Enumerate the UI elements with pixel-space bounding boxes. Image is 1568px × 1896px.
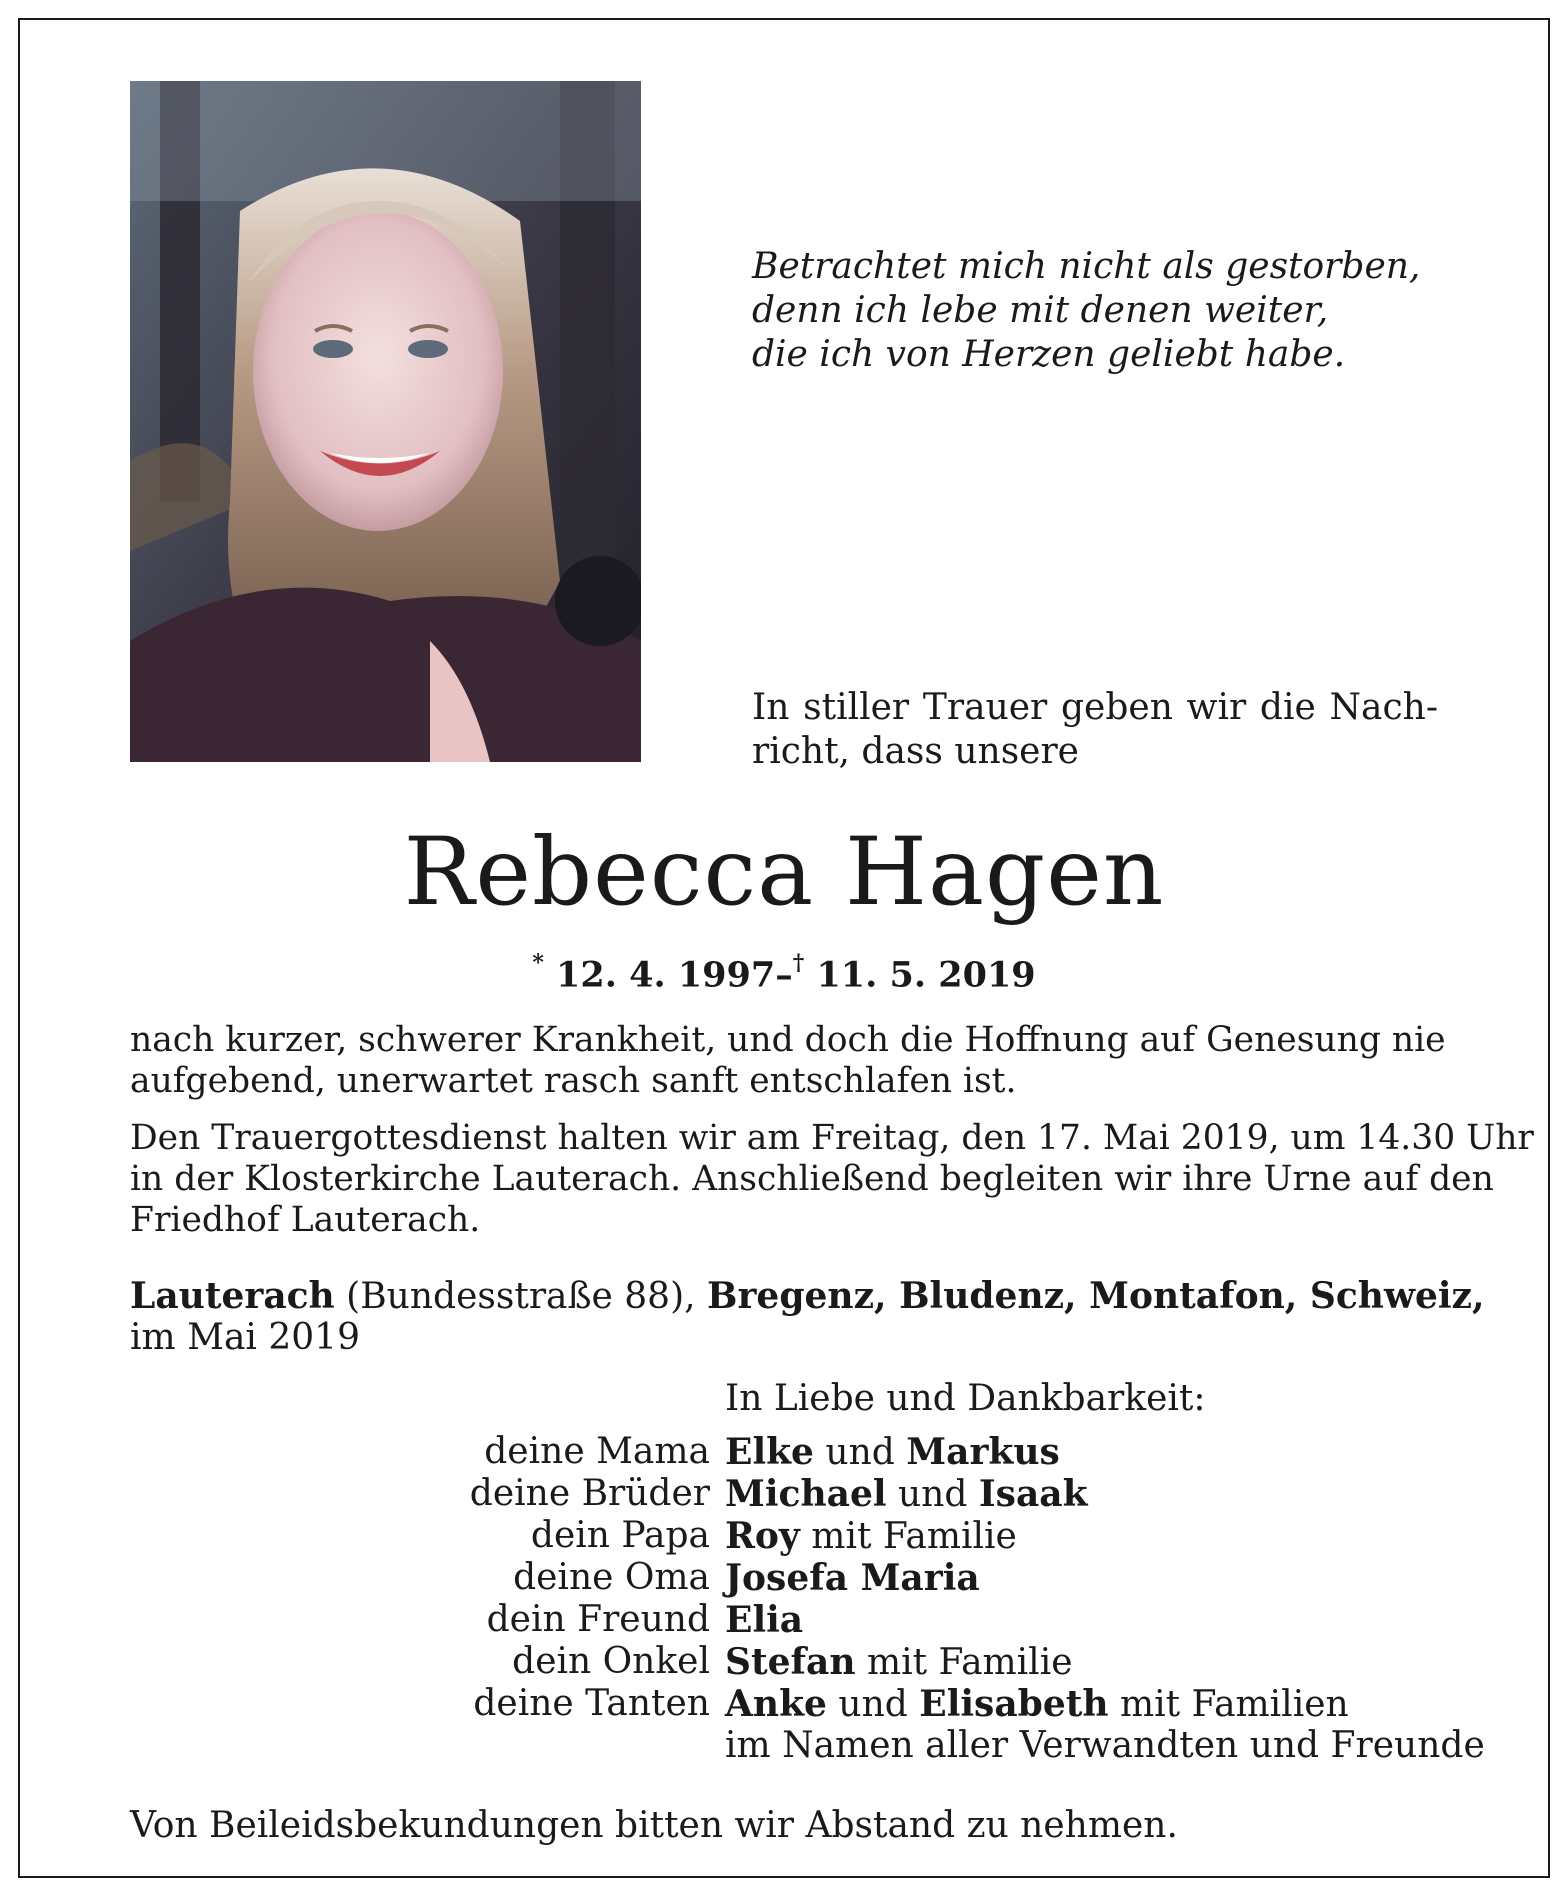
family-join: und (813, 1432, 907, 1473)
family-name: Michael (725, 1473, 887, 1515)
family-suffix: mit Familie (855, 1642, 1073, 1683)
family-row (0, 1557, 1568, 1599)
family-closing: im Namen aller Verwandten und Freunde (725, 1725, 1485, 1766)
birth-symbol: * (532, 950, 544, 976)
family-name: Josefa Maria (725, 1557, 980, 1599)
place-others: Bregenz, Bludenz, Montafon, Schweiz, (707, 1275, 1485, 1317)
place-address: (Bundesstraße 88), (334, 1276, 708, 1317)
deceased-name: Rebecca Hagen (403, 818, 1165, 927)
family-role: deine Oma (513, 1557, 710, 1598)
death-symbol: † (792, 950, 805, 976)
family-join: und (886, 1474, 979, 1515)
family-name: Elisabeth (919, 1683, 1109, 1725)
family-name: Roy (725, 1515, 800, 1557)
family-name: Stefan (725, 1641, 856, 1683)
family-name: Markus (906, 1431, 1060, 1473)
portrait-photo (130, 81, 641, 762)
family-role: dein Papa (530, 1515, 710, 1556)
family-suffix: mit Familien (1108, 1684, 1349, 1725)
intro-line: richt, dass unsere (752, 731, 1079, 772)
paragraph-line: Friedhof Lauterach. (130, 1200, 481, 1240)
family-row (0, 1515, 1568, 1557)
place-date: im Mai 2019 (130, 1317, 360, 1358)
family-role: deine Brüder (469, 1473, 710, 1514)
quote-line: die ich von Herzen geliebt habe. (752, 334, 1346, 375)
family-row (0, 1683, 1568, 1725)
memorial-quote (752, 245, 1472, 377)
intro-line: In stiller Trauer geben wir die Nach- (752, 687, 1438, 728)
family-role: dein Onkel (512, 1641, 710, 1682)
place-and-date (130, 1275, 1485, 1358)
family-row (0, 1473, 1568, 1515)
announcement-intro (752, 686, 1438, 774)
family-suffix: mit Familie (799, 1516, 1017, 1557)
quote-line: denn ich lebe mit denen weiter, (752, 290, 1329, 331)
family-role: deine Mama (484, 1431, 710, 1472)
place-town: Lauterach (130, 1275, 335, 1317)
thanks-line: In Liebe und Dankbarkeit: (725, 1378, 1206, 1419)
family-join: und (826, 1684, 920, 1725)
paragraph-line: aufgebend, unerwartet rasch sanft entschlafen ist. (130, 1061, 1017, 1101)
family-closing-row (0, 1725, 1568, 1767)
footer-note: Von Beileidsbekundungen bitten wir Abstand zu nehmen. (130, 1805, 1178, 1846)
date-separator: – (775, 954, 793, 996)
life-dates (0, 945, 1568, 998)
family-row (0, 1641, 1568, 1683)
family-row (0, 1599, 1568, 1641)
family-name: Isaak (978, 1473, 1088, 1515)
family-name: Elke (725, 1431, 814, 1473)
family-row (0, 1431, 1568, 1473)
family-role: dein Freund (486, 1599, 710, 1640)
family-role: deine Tanten (473, 1683, 710, 1724)
service-paragraph (130, 1118, 1534, 1241)
death-date: 11. 5. 2019 (816, 954, 1036, 996)
family-name: Elia (725, 1599, 804, 1641)
family-name: Anke (725, 1683, 827, 1725)
birth-date: 12. 4. 1997 (556, 954, 776, 996)
paragraph-line: nach kurzer, schwerer Krankheit, und doch die Hoffnung auf Genesung nie (130, 1020, 1446, 1060)
paragraph-line: in der Klosterkirche Lauterach. Anschließend begleiten wir ihre Urne auf den (130, 1159, 1494, 1199)
quote-line: Betrachtet mich nicht als gestorben, (752, 246, 1421, 287)
illness-paragraph (130, 1020, 1446, 1102)
paragraph-line: Den Trauergottesdienst halten wir am Freitag, den 17. Mai 2019, um 14.30 Uhr (130, 1118, 1534, 1158)
